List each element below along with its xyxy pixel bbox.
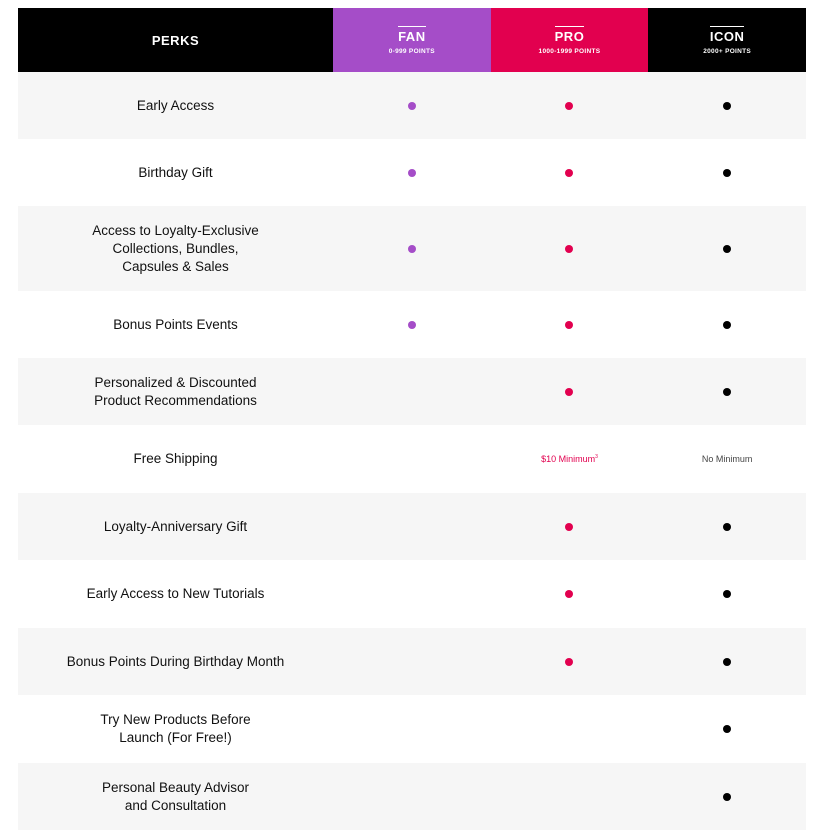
perks-header: PERKS bbox=[18, 8, 333, 72]
icon-cell bbox=[648, 523, 806, 531]
icon-cell bbox=[648, 658, 806, 666]
icon-note: No Minimum bbox=[701, 454, 753, 464]
pro-dot-icon bbox=[565, 658, 573, 666]
pro-footnote-marker: 3 bbox=[595, 454, 598, 460]
table-row bbox=[18, 763, 806, 830]
icon-cell bbox=[648, 388, 806, 396]
perk-label: Bonus Points During Birthday Month bbox=[66, 653, 285, 669]
pro-dot-icon bbox=[565, 245, 573, 253]
pro-cell bbox=[491, 523, 649, 531]
pro-cell bbox=[491, 388, 649, 396]
tier-header-icon bbox=[648, 8, 806, 72]
fan-dot-icon bbox=[408, 102, 416, 110]
icon-cell bbox=[648, 725, 806, 733]
perk-label: Free Shipping bbox=[133, 451, 218, 466]
perk-label: Early Access to New Tutorials bbox=[86, 586, 265, 601]
pro-cell bbox=[491, 102, 649, 110]
perk-label: Access to Loyalty-Exclusive Collections, Bundles, Capsules & Sales bbox=[92, 222, 259, 274]
table-header bbox=[18, 8, 806, 72]
fan-cell bbox=[333, 102, 491, 110]
fan-dot-icon bbox=[408, 321, 416, 329]
fan-cell bbox=[333, 245, 491, 253]
pro-cell bbox=[491, 321, 649, 329]
icon-dot-icon bbox=[723, 793, 731, 801]
tier-name: ICON bbox=[710, 26, 745, 44]
table-row bbox=[18, 560, 806, 628]
fan-cell bbox=[333, 321, 491, 329]
pro-cell bbox=[491, 658, 649, 666]
pro-dot-icon bbox=[565, 523, 573, 531]
icon-dot-icon bbox=[723, 388, 731, 396]
table-row bbox=[18, 206, 806, 291]
pro-dot-icon bbox=[565, 102, 573, 110]
perk-label: Bonus Points Events bbox=[113, 316, 238, 332]
pro-dot-icon bbox=[565, 388, 573, 396]
perk-label: Try New Products Before Launch (For Free!) bbox=[100, 712, 251, 745]
tier-points: 1000-1999 POINTS bbox=[538, 47, 601, 55]
tier-name: PRO bbox=[555, 26, 585, 44]
table-row bbox=[18, 139, 806, 206]
tier-header-pro bbox=[491, 8, 649, 72]
pro-note: $10 Minimum$^3$ bbox=[541, 454, 598, 464]
icon-cell bbox=[648, 590, 806, 598]
icon-dot-icon bbox=[723, 102, 731, 110]
tier-header-fan bbox=[333, 8, 491, 72]
icon-cell bbox=[648, 102, 806, 110]
perk-label: Personalized & Discounted Product Recommendations bbox=[94, 374, 257, 408]
icon-cell bbox=[648, 169, 806, 177]
icon-dot-icon bbox=[723, 169, 731, 177]
icon-cell bbox=[648, 454, 806, 464]
pro-dot-icon bbox=[565, 321, 573, 329]
icon-cell bbox=[648, 245, 806, 253]
icon-dot-icon bbox=[723, 321, 731, 329]
table-row bbox=[18, 425, 806, 493]
fan-cell bbox=[333, 169, 491, 177]
fan-dot-icon bbox=[408, 169, 416, 177]
icon-cell bbox=[648, 321, 806, 329]
icon-dot-icon bbox=[723, 590, 731, 598]
pro-cell bbox=[491, 590, 649, 598]
tier-points: 0-999 POINTS bbox=[388, 47, 435, 55]
table-row bbox=[18, 72, 806, 139]
icon-cell bbox=[648, 793, 806, 801]
pro-dot-icon bbox=[565, 169, 573, 177]
icon-dot-icon bbox=[723, 725, 731, 733]
perk-label: Personal Beauty Advisor and Consultation bbox=[101, 779, 250, 813]
icon-dot-icon bbox=[723, 658, 731, 666]
perk-label: Early Access bbox=[136, 97, 215, 113]
table-row bbox=[18, 628, 806, 695]
table-row bbox=[18, 695, 806, 763]
perk-label: Birthday Gift bbox=[138, 164, 213, 180]
perk-label: Loyalty-Anniversary Gift bbox=[103, 518, 248, 534]
tier-name: FAN bbox=[398, 26, 426, 44]
icon-dot-icon bbox=[723, 523, 731, 531]
tier-points: 2000+ POINTS bbox=[703, 47, 752, 55]
table-row bbox=[18, 291, 806, 358]
pro-cell bbox=[491, 169, 649, 177]
pro-dot-icon bbox=[565, 590, 573, 598]
pro-cell bbox=[491, 245, 649, 253]
loyalty-perks-table bbox=[18, 8, 806, 830]
icon-dot-icon bbox=[723, 245, 731, 253]
table-row bbox=[18, 358, 806, 425]
fan-dot-icon bbox=[408, 245, 416, 253]
pro-cell bbox=[491, 454, 649, 464]
table-row bbox=[18, 493, 806, 560]
